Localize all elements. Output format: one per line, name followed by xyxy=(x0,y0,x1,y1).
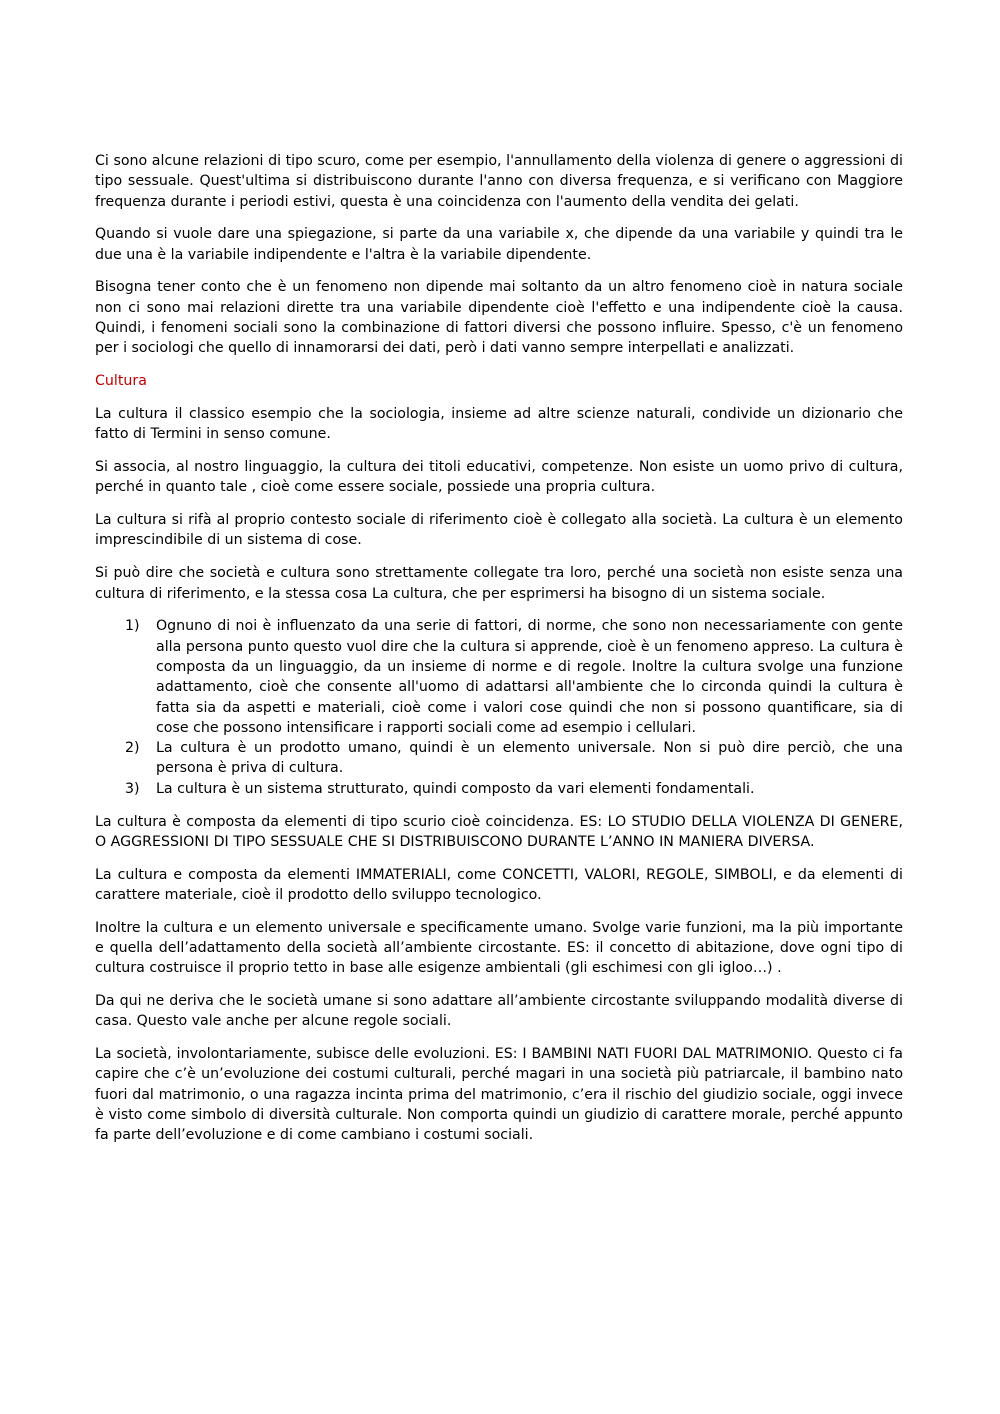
paragraph-social-phenomena: Bisogna tener conto che è un fenomeno non dipende mai soltanto da un altro fenomeno cioè in natura sociale non ci sono mai relazioni dirette tra una variabile dipendente cioè l'effetto e una indipendente cioè la causa. Quindi, i fenomeni sociali sono la combinazione di fattori diversi che possono influire. Spesso, c'è un fenomeno per i sociologi che quello di innamorarsi dei dati, però i dati vanno sempre interpellati e analizzati. xyxy=(95,279,903,357)
list-item xyxy=(95,779,903,799)
paragraph-society-culture: Si può dire che società e cultura sono strettamente collegate tra loro, perché una società non esiste senza una cultura di riferimento, e la stessa cosa La cultura, che per esprimersi ha bisogno di un sistema sociale. xyxy=(95,565,903,602)
paragraph-adaptation: Da qui ne deriva che le società umane si sono adattare all’ambiente circostante sviluppando modalità diverse di casa. Questo vale anche per alcune regole sociali. xyxy=(95,993,903,1030)
paragraph-intro-correlation: Ci sono alcune relazioni di tipo scuro, come per esempio, l'annullamento della violenza di genere o aggressioni di tipo sessuale. Quest'ultima si distribuiscono durante l'anno con diversa frequenza, e si verificano con Maggiore frequenza durante i periodi estivi, questa è una coincidenza con l'aumento della vendita dei gelati. xyxy=(95,153,903,210)
numbered-list xyxy=(95,616,903,799)
paragraph-cultura-context: La cultura si rifà al proprio contesto sociale di riferimento cioè è collegato alla società. La cultura è un elemento imprescindibile di un sistema di cose. xyxy=(95,512,903,549)
list-item-number: 1) xyxy=(125,618,140,635)
paragraph-variables: Quando si vuole dare una spiegazione, si parte da una variabile x, che dipende da una variabile y quindi tra le due una è la variabile indipendente e l'altra è la variabile dipendente. xyxy=(95,226,903,263)
list-item xyxy=(95,616,903,738)
list-item-text: La cultura è un sistema strutturato, quindi composto da vari elementi fondamentali. xyxy=(156,780,755,797)
list-item-text: Ognuno di noi è influenzato da una serie di fattori, di norme, che sono non necessariamente con gente alla persona punto questo vuol dire che la cultura si apprende, cioè è un fenomeno appreso. La cultura è composta da un linguaggio, da un insieme di norme e di regole. Inoltre la cultura svolge una funzione adattamento, cioè che consente all'uomo di adattarsi all'ambiente che lo circonda quindi la cultura è fatta sia da aspetti e materiali, cioè come i valori cose quindi che non si possono quantificare, sia di cose che possono intensificare i rapporti sociali come ad esempio i cellulari. xyxy=(156,618,903,736)
list-item xyxy=(95,738,903,779)
paragraph-cultura-elements: La cultura è composta da elementi di tipo scurio cioè coincidenza. ES: LO STUDIO DELLA VIOLENZA DI GENERE, O AGGRESSIONI DI TIPO SESSUALE CHE SI DISTRIBUISCONO DURANTE L’ANNO IN MANIERA DIVERSA. xyxy=(95,813,903,850)
paragraph-evolution: La società, involontariamente, subisce delle evoluzioni. ES: I BAMBINI NATI FUORI DAL MATRIMONIO. Questo ci fa capire che c’è un’evoluzione dei costumi culturali, perché magari in una società più patriarcale, il bambino nato fuori dal matrimonio, o una ragazza incinta prima del matrimonio, c’era il rischio del giudizio sociale, oggi invece è visto come simbolo di diversità culturale. Non comporta quindi un giudizio di carattere morale, perché appunto fa parte dell’evoluzione e di come cambiano i costumi sociali. xyxy=(95,1046,903,1144)
list-item-text: La cultura è un prodotto umano, quindi è un elemento universale. Non si può dire perciò, che una persona è priva di cultura. xyxy=(156,740,903,777)
document-page xyxy=(95,151,903,1158)
section-heading-cultura: Cultura xyxy=(95,373,147,390)
paragraph-cultura-language: Si associa, al nostro linguaggio, la cultura dei titoli educativi, competenze. Non esiste un uomo privo di cultura, perché in quanto tale , cioè come essere sociale, possiede una propria cultura. xyxy=(95,459,903,496)
paragraph-universal-element: Inoltre la cultura e un elemento universale e specificamente umano. Svolge varie funzioni, ma la più importante e quella dell’adattamento della società all’ambiente circostante. ES: il concetto di abitazione, dove ogni tipo di cultura costruisce il proprio tetto in base alle esigenze ambientali (gli eschimesi con gli igloo…) . xyxy=(95,919,903,977)
paragraph-immaterial-elements: La cultura e composta da elementi IMMATERIALI, come CONCETTI, VALORI, REGOLE, SIMBOLI, e da elementi di carattere materiale, cioè il prodotto dello sviluppo tecnologico. xyxy=(95,866,903,903)
paragraph-cultura-definition: La cultura il classico esempio che la sociologia, insieme ad altre scienze naturali, condivide un dizionario che fatto di Termini in senso comune. xyxy=(95,405,903,443)
list-item-number: 2) xyxy=(125,740,140,757)
list-item-number: 3) xyxy=(125,780,140,797)
